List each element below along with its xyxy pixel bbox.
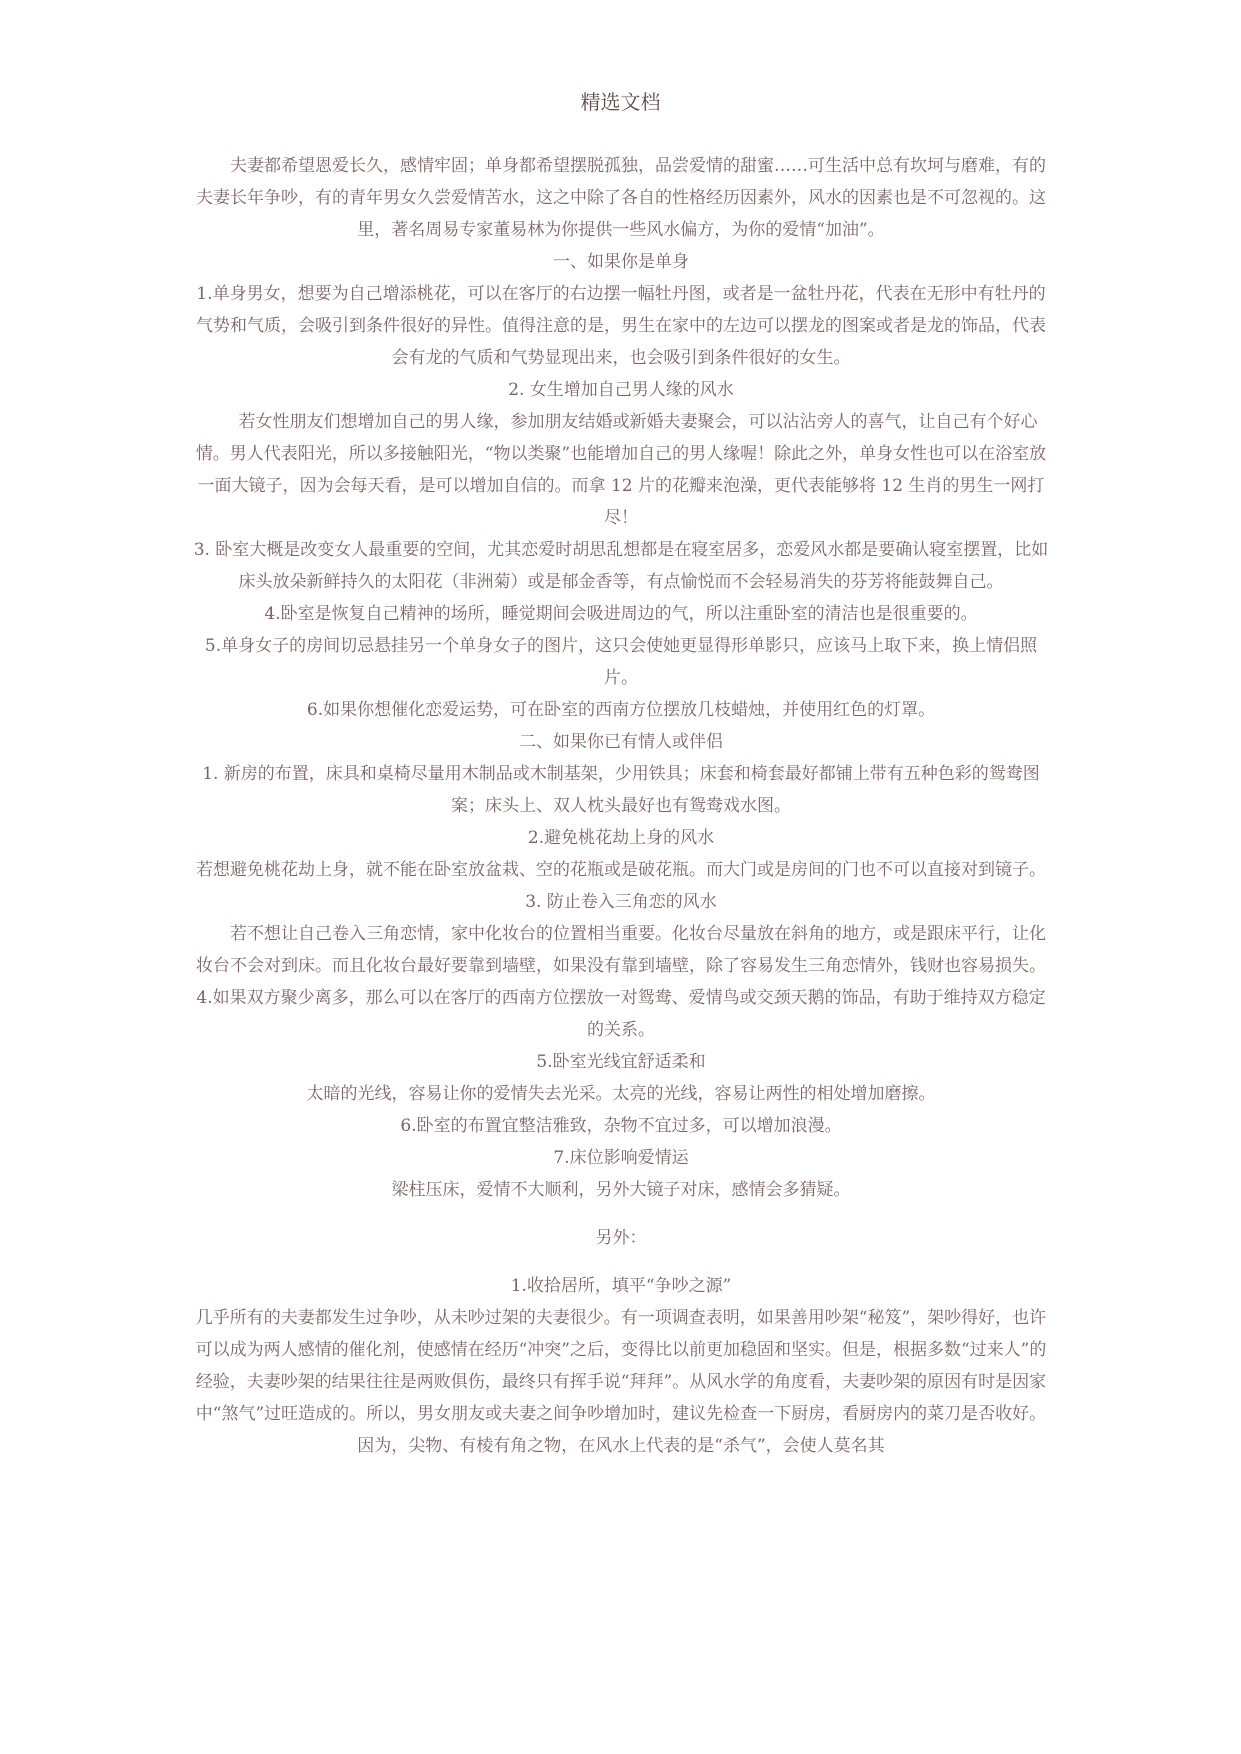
section-heading-additional: 另外： [595, 1228, 647, 1248]
subheading: 2.避免桃花劫上身的风水 [527, 828, 715, 848]
subheading: 1.收拾居所，填平“争吵之源” [510, 1276, 732, 1296]
body-paragraph: 3. 卧室大概是改变女人最重要的空间，尤其恋爱时胡思乱想都是在寝室居多，恋爱风水都是要确认寝室摆置，比如床头放朵新鲜持久的太阳花（非洲菊）或是郁金香等，有点愉悦而不会轻易消失的芬芳将能鼓舞自己。 [193, 540, 1049, 592]
body-paragraph: 1.单身男女，想要为自己增添桃花，可以在客厅的右边摆一幅牡丹图，或者是一盆牡丹花，代表在无形中有牡丹的气势和气质，会吸引到条件很好的异性。值得注意的是，男生在家中的左边可以摆龙的图案或者是龙的饰品，代表会有龙的气质和气势显现出来，也会吸引到条件很好的女生。 [196, 284, 1046, 368]
body-paragraph: 几乎所有的夫妻都发生过争吵，从未吵过架的夫妻很少。有一项调查表明，如果善用吵架“秘笈”，架吵得好，也许可以成为两人感情的催化剂，使感情在经历“冲突”之后，变得比以前更加稳固和坚实。但是，根据多数“过来人”的经验，夫妻吵架的结果往往是两败俱伤，最终只有挥手说“拜拜”。从风水学的角度看，夫妻吵架的原因有时是因家中“煞气”过旺造成的。所以，男女朋友或夫妻之间争吵增加时，建议先检查一下厨房，看厨房内的菜刀是否收好。因为，尖物、有棱有角之物，在风水上代表的是“杀气”，会使人莫名其 [195, 1308, 1047, 1456]
body-paragraph: 4.卧室是恢复自己精神的场所，睡觉期间会吸进周边的气，所以注重卧室的清洁也是很重要的。 [264, 604, 978, 624]
page-title: 精选文档 [580, 90, 661, 114]
body-paragraph: 1. 新房的布置，床具和桌椅尽量用木制品或木制基架，少用铁具；床套和椅套最好都铺上带有五种色彩的鸳鸯图案；床头上、双人枕头最好也有鸳鸯戏水图。 [202, 764, 1040, 816]
body-paragraph: 太暗的光线，容易让你的爱情失去光采。太亮的光线，容易让两性的相处增加磨擦。 [306, 1084, 936, 1104]
spacer [188, 1206, 1054, 1222]
body-paragraph: 4.如果双方聚少离多，那么可以在客厅的西南方位摆放一对鸳鸯、爱情鸟或交颈天鹅的饰品，有助于维持双方稳定的关系。 [196, 988, 1046, 1040]
subheading: 7.床位影响爱情运 [553, 1148, 689, 1168]
spacer [188, 1254, 1054, 1270]
body-paragraph: 6.如果你想催化恋爱运势，可在卧室的西南方位摆放几枝蜡烛，并使用红色的灯罩。 [306, 700, 936, 720]
section-heading-couple: 二、如果你已有情人或伴侣 [519, 732, 723, 752]
body-paragraph: 若女性朋友们想增加自己的男人缘，参加朋友结婚或新婚夫妻聚会，可以沾沾旁人的喜气，让自己有个好心情。男人代表阳光，所以多接触阳光，“物以类聚”也能增加自己的男人缘喔！除此之外，单身女性也可以在浴室放一面大镜子，因为会每天看，是可以增加自信的。而拿 12 片的花瓣来泡澡，更代表能够将 12 生肖的男生一网打尽！ [195, 412, 1047, 528]
section-heading-single: 一、如果你是单身 [553, 252, 689, 272]
intro-paragraph: 夫妻都希望恩爱长久，感情牢固；单身都希望摆脱孤独，品尝爱情的甜蜜……可生活中总有坎坷与磨难，有的夫妻长年争吵，有的青年男女久尝爱情苦水，这之中除了各自的性格经历因素外，风水的因素也是不可忽视的。这里，著名周易专家董易林为你提供一些风水偏方，为你的爱情“加油”。 [196, 156, 1046, 240]
document-body [188, 150, 1054, 1462]
body-paragraph: 5.单身女子的房间切忌悬挂另一个单身女子的图片，这只会使她更显得形单影只，应该马上取下来，换上情侣照片。 [204, 636, 1038, 688]
subheading: 5.卧室光线宜舒适柔和 [536, 1052, 706, 1072]
body-paragraph: 梁柱压床，爱情不大顺利，另外大镜子对床，感情会多猜疑。 [391, 1180, 851, 1200]
body-paragraph: 若想避免桃花劫上身，就不能在卧室放盆栽、空的花瓶或是破花瓶。而大门或是房间的门也不可以直接对到镜子。 [196, 860, 1046, 880]
body-paragraph: 若不想让自己卷入三角恋情，家中化妆台的位置相当重要。化妆台尽量放在斜角的地方，或是跟床平行，让化妆台不会对到床。而且化妆台最好要靠到墙壁，如果没有靠到墙壁，除了容易发生三角恋情外，钱财也容易损失。 [196, 924, 1046, 976]
body-paragraph: 6.卧室的布置宜整洁雅致，杂物不宜过多，可以增加浪漫。 [400, 1116, 842, 1136]
subheading: 3. 防止卷入三角恋的风水 [525, 892, 717, 912]
subheading: 2. 女生增加自己男人缘的风水 [508, 380, 734, 400]
